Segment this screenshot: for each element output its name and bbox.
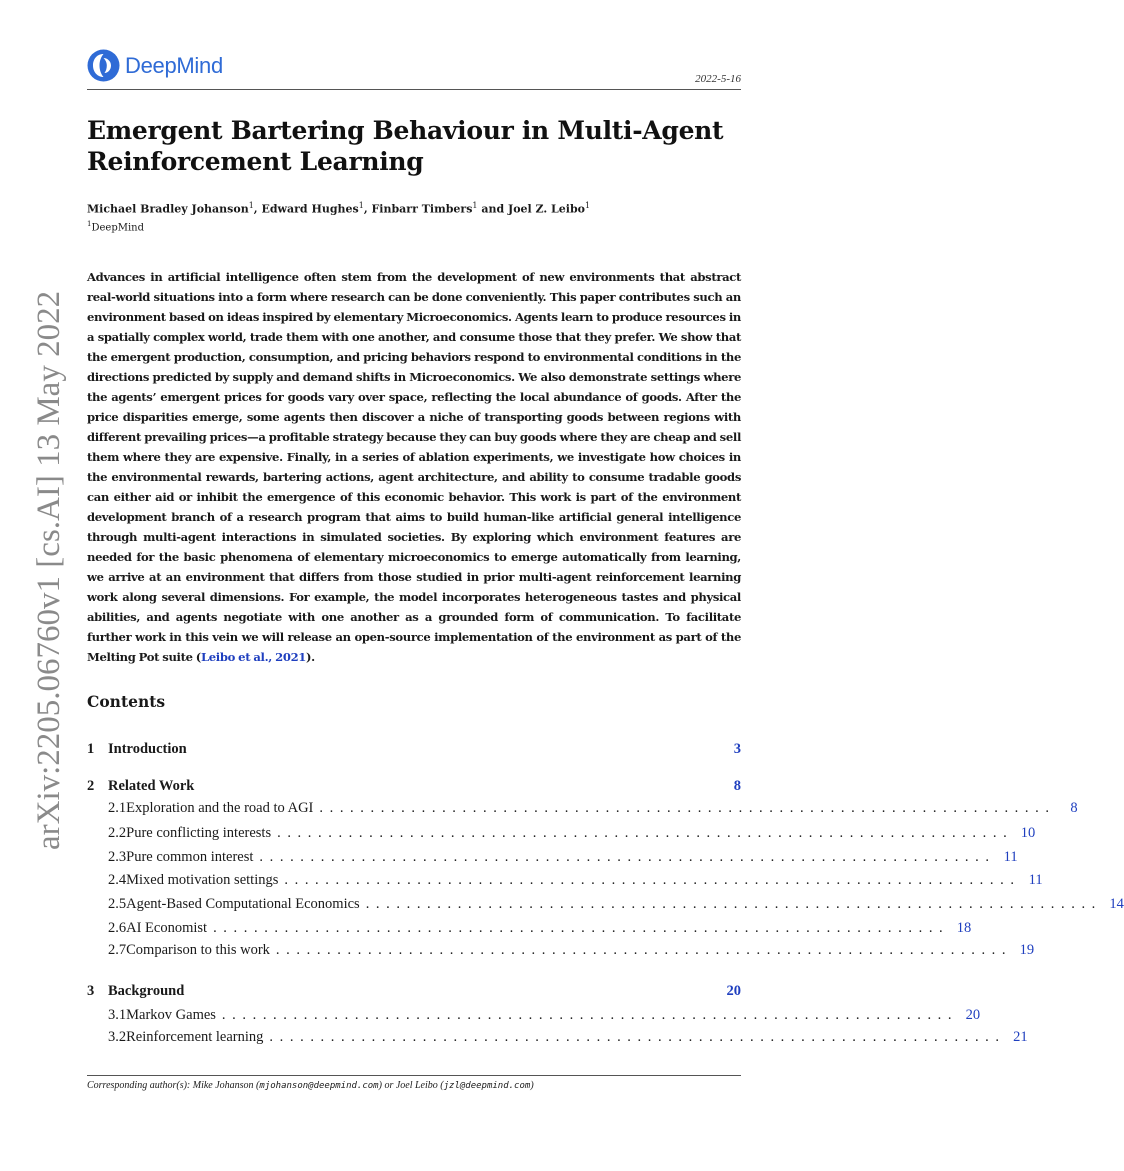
toc-leader: ........................................................................ (319, 800, 1056, 816)
email-link[interactable]: mjohanson@deepmind.com (259, 1081, 379, 1091)
toc-subsection-2-5[interactable] (108, 896, 1124, 913)
affiliation-mark: 1 (87, 220, 92, 228)
toc-leader: ........................................................................ (365, 896, 1102, 912)
toc-page-link[interactable]: 18 (956, 920, 972, 936)
toc-number: 2.7 (108, 942, 127, 958)
toc-title: Mixed motivation settings (126, 872, 279, 888)
toc-leader: ........................................................................ (277, 825, 1014, 841)
toc-number: 3.2 (108, 1029, 127, 1045)
affiliation-name: DeepMind (91, 222, 145, 234)
toc-leader: ........................................................................ (275, 942, 1013, 958)
toc-title: Markov Games (126, 1007, 216, 1023)
toc-number: 2.2 (108, 825, 127, 841)
citation-link[interactable]: Leibo et al., 2021 (200, 650, 307, 664)
toc-page-link[interactable]: 8 (733, 778, 741, 794)
footer-text: ) or Joel Leibo ( (378, 1080, 444, 1091)
deepmind-logo-icon (87, 49, 120, 82)
toc-title: Pure conflicting interests (126, 825, 272, 841)
toc-title: Agent-Based Computational Economics (126, 896, 360, 912)
abstract-end: ). (306, 650, 315, 664)
toc-subsection-2-4[interactable] (108, 872, 1043, 889)
toc-title: Exploration and the road to AGI (126, 800, 314, 816)
toc-title: Comparison to this work (126, 942, 270, 958)
toc-subsection-2-3[interactable] (108, 849, 1018, 866)
toc-title: Reinforcement learning (126, 1029, 264, 1045)
toc-number: 3.1 (108, 1007, 127, 1023)
author-separator: and (477, 202, 508, 216)
toc-title: AI Economist (126, 920, 208, 936)
toc-leader: ........................................................................ (221, 1007, 959, 1023)
author-separator: , (363, 202, 372, 216)
toc-title: Introduction (108, 741, 187, 757)
toc-page-link[interactable]: 8 (1070, 800, 1078, 816)
abstract (87, 267, 741, 667)
toc-page-link[interactable]: 14 (1109, 896, 1124, 912)
affiliation (87, 220, 144, 233)
toc-leader: ........................................................................ (213, 920, 950, 936)
toc-section-2[interactable] (87, 778, 741, 795)
paper-date: 2022-5-16 (695, 73, 741, 85)
toc-number: 2 (87, 778, 95, 794)
toc-page-link[interactable]: 20 (726, 983, 741, 999)
toc-title: Related Work (108, 778, 195, 794)
toc-page-link[interactable]: 3 (733, 741, 741, 757)
author-affiliation-mark: 1 (584, 201, 591, 210)
email-link[interactable]: jzl@deepmind.com (443, 1081, 531, 1091)
toc-page-link[interactable]: 21 (1013, 1029, 1028, 1045)
toc-page-link[interactable]: 11 (1003, 849, 1018, 865)
toc-leader: ........................................................................ (269, 1029, 1006, 1045)
author-name: Joel Z. Leibo (507, 202, 585, 216)
toc-number: 2.3 (108, 849, 127, 865)
deepmind-logo (87, 49, 223, 82)
arxiv-identifier: arXiv:2205.06760v1 [cs.AI] 13 May 2022 (31, 290, 67, 850)
author-affiliation-mark: 1 (248, 201, 254, 210)
toc-page-link[interactable]: 11 (1028, 872, 1043, 888)
author-affiliation-mark: 1 (358, 201, 364, 210)
toc-page-link[interactable]: 20 (965, 1007, 981, 1023)
footer-text: Corresponding author(s): Mike Johanson ( (87, 1080, 260, 1091)
toc-leader: ........................................................................ (284, 872, 1021, 888)
toc-page-link[interactable]: 10 (1020, 825, 1036, 841)
author-list (87, 201, 590, 216)
author-name: Michael Bradley Johanson (87, 202, 249, 216)
logo-wordmark: DeepMind (125, 52, 223, 78)
footer-text: ) (530, 1080, 534, 1091)
corresponding-authors (87, 1080, 534, 1091)
toc-number: 2.5 (108, 896, 127, 912)
contents-heading: Contents (87, 692, 166, 711)
toc-number: 3 (87, 983, 95, 999)
author-affiliation-mark: 1 (472, 201, 478, 210)
author-name: Finbarr Timbers (371, 202, 473, 216)
toc-number: 2.6 (108, 920, 127, 936)
toc-subsection-2-7[interactable] (108, 942, 1035, 959)
toc-section-1[interactable] (87, 741, 741, 758)
toc-subsection-2-1[interactable] (108, 800, 1078, 817)
author-name: Edward Hughes (261, 202, 359, 216)
toc-number: 2.4 (108, 872, 127, 888)
toc-section-3[interactable] (87, 983, 741, 1000)
toc-title: Pure common interest (126, 849, 254, 865)
abstract-text: Advances in artificial intelligence often stem from the development of new environments that abstract real-world situations into a form where research can be done conveniently. This paper contributes such an environment based on ideas inspired by elementary Microeconomics. Agents learn to produce resources in a spatially complex world, trade them with one another, and consume those that they prefer. We show that the emergent production, consumption, and pricing behaviors respond to environmental conditions in the directions predicted by supply and demand shifts in Microeconomics. We also demonstrate settings where the agents’ emergent prices for goods vary over space, reflecting the local abundance of goods. After the price disparities emerge, some agents then discover a niche of transporting goods between regions with different prevailing prices—a profitable strategy because they can buy goods where they are cheap and sell them where they are expensive. Finally, in a series of ablation experiments, we investigate how choices in the environmental rewards, bartering actions, agent architecture, and ability to consume tradable goods can either aid or inhibit the emergence of this economic behavior. This work is part of the environment development branch of a research program that aims to build human-like artificial general intelligence through multi-agent interactions in simulated societies. By exploring which environment features are needed for the basic phenomena of elementary microeconomics to emerge automatically from learning, we arrive at an environment that differs from those studied in prior multi-agent reinforcement learning work along several dimensions. For example, the model incorporates heterogeneous tastes and physical abilities, and agents negotiate with one another as a grounded form of communication. To facilitate further work in this vein we will release an open-source implementation of the environment as part of the Melting Pot suite ( (87, 270, 741, 664)
toc-number: 2.1 (108, 800, 127, 816)
footer-rule (87, 1075, 741, 1076)
toc-subsection-3-1[interactable] (108, 1007, 981, 1024)
toc-subsection-3-2[interactable] (108, 1029, 1028, 1046)
toc-page-link[interactable]: 19 (1019, 942, 1035, 958)
paper-title: Emergent Bartering Behaviour in Multi-Agent Reinforcement Learning (87, 116, 724, 176)
toc-number: 1 (87, 741, 95, 757)
toc-subsection-2-2[interactable] (108, 825, 1036, 842)
header-rule (87, 89, 741, 90)
author-separator: , (253, 202, 262, 216)
toc-title: Background (108, 983, 185, 999)
toc-subsection-2-6[interactable] (108, 920, 972, 937)
toc-leader: ........................................................................ (259, 849, 996, 865)
